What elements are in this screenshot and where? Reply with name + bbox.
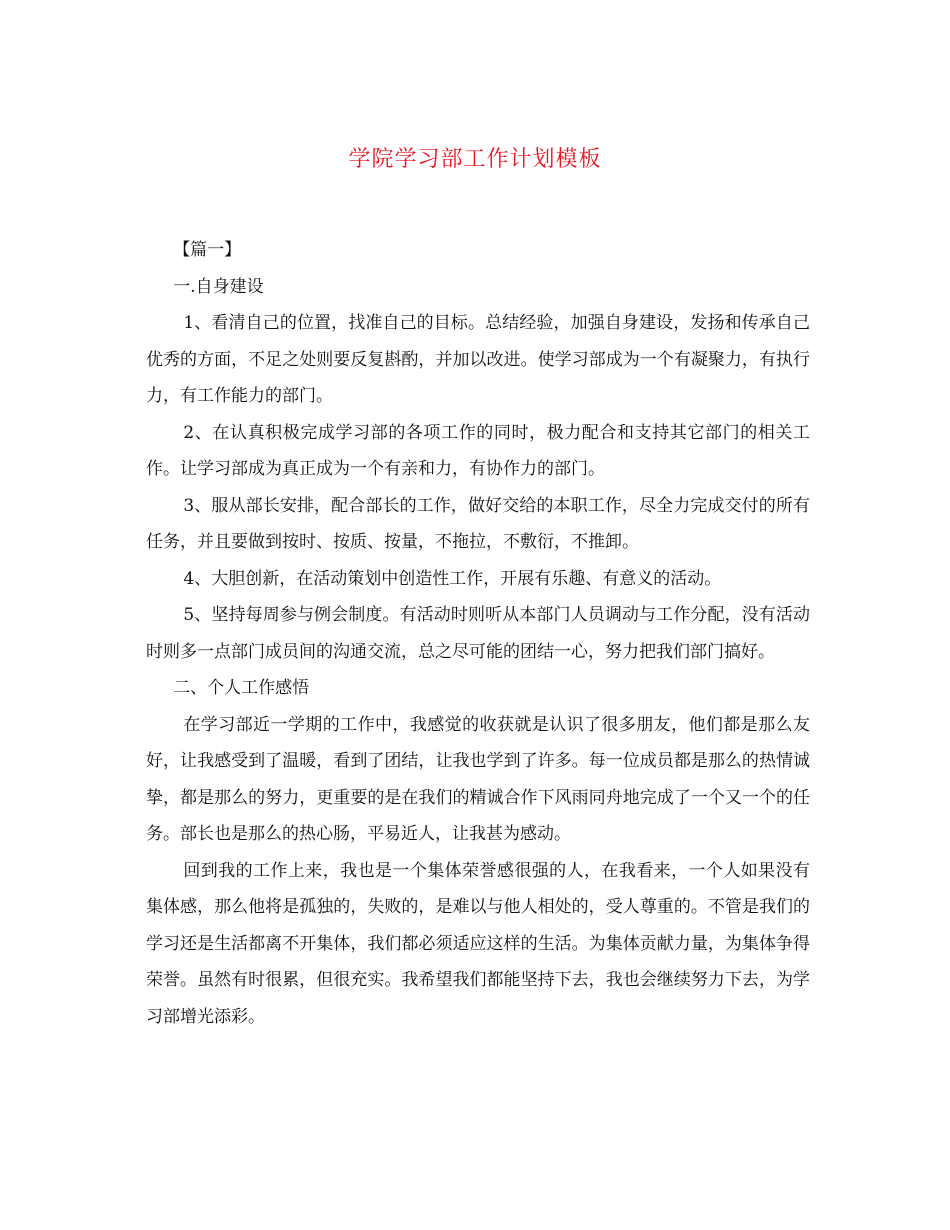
document-body bbox=[146, 232, 810, 1035]
paragraph: 1、看清自己的位置，找准自己的目标。总结经验，加强自身建设，发扬和传承自己优秀的方面，不足之处则要反复斟酌，并加以改进。使学习部成为一个有凝聚力，有执行力，有工作能力的部门。 bbox=[146, 313, 810, 406]
document-title: 学院学习部工作计划模板 bbox=[348, 147, 602, 172]
section-heading: 一.自身建设 bbox=[173, 276, 264, 297]
paragraph: 2、在认真积极完成学习部的各项工作的同时，极力配合和支持其它部门的相关工作。让学习部成为真正成为一个有亲和力，有协作力的部门。 bbox=[146, 422, 810, 479]
paragraph: 3、服从部长安排，配合部长的工作，做好交给的本职工作，尽全力完成交付的所有任务，并且要做到按时、按质、按量，不拖拉，不敷衍，不推卸。 bbox=[146, 495, 810, 552]
paragraph: 在学习部近一学期的工作中，我感觉的收获就是认识了很多朋友，他们都是那么友好，让我感受到了温暖，看到了团结，让我也学到了许多。每一位成员都是那么的热情诚挚，都是那么的努力，更重要的是在我们的精诚合作下风雨同舟地完成了一个又一个的任务。部长也是那么的热心肠，平易近人，让我甚为感动。 bbox=[146, 714, 810, 844]
section-marker: 【篇一】 bbox=[173, 240, 242, 260]
paragraph: 5、坚持每周参与例会制度。有活动时则听从本部门人员调动与工作分配，没有活动时则多一点部门成员间的沟通交流，总之尽可能的团结一心，努力把我们部门搞好。 bbox=[146, 605, 810, 662]
paragraph: 4、大胆创新，在活动策划中创造性工作，开展有乐趣、有意义的活动。 bbox=[183, 568, 722, 589]
paragraph: 回到我的工作上来，我也是一个集体荣誉感很强的人，在我看来，一个人如果没有集体感，那么他将是孤独的，失败的，是难以与他人相处的，受人尊重的。不管是我们的学习还是生活都离不开集体，我们都必须适应这样的生活。为集体贡献力量，为集体争得荣誉。虽然有时很累，但很充实。我希望我们都能坚持下去，我也会继续努力下去，为学习部增光添彩。 bbox=[146, 860, 810, 1027]
section-heading: 二、个人工作感悟 bbox=[173, 678, 310, 698]
